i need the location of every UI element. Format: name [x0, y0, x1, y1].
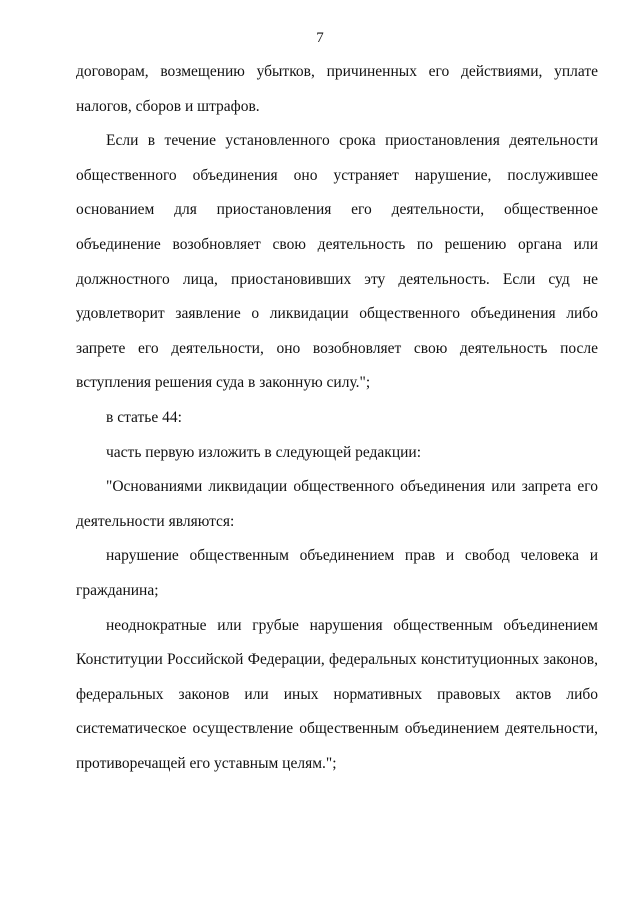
- paragraph-gross-violations: неоднократные или грубые нарушения общественным объединением Конституции Российской Федерации, федеральных конституционных законов, федеральных законов или иных нормативных правовых актов либо систематическое осуществление общественным объединением деятельности, противоречащей его уставным целям.";: [76, 616, 598, 772]
- paragraph-rights-violation: нарушение общественным объединением прав и свобод человека и гражданина;: [76, 547, 598, 599]
- paragraph-part-one: часть первую изложить в следующей редакции:: [106, 443, 422, 461]
- document-body: [76, 55, 598, 781]
- paragraph-suspension-resume: Если в течение установленного срока приостановления деятельности общественного объединения оно устраняет нарушение, послужившее основанием для приостановления его деятельности, общественное объединение возобновляет свою деятельность по решению органа или должностного лица, приостановивших эту деятельность. Если суд не удовлетворит заявление о ликвидации общественного объединения либо запрете его деятельности, оно возобновляет свою деятельность после вступления решения суда в законную силу.";: [76, 132, 598, 392]
- paragraph-grounds: "Основаниями ликвидации общественного объединения или запрета его деятельности являются:: [76, 478, 598, 530]
- page-number: 7: [316, 30, 324, 46]
- paragraph-article-44: в статье 44:: [106, 408, 182, 426]
- paragraph-continuation: договорам, возмещению убытков, причиненных его действиями, уплате налогов, сборов и штрафов.: [76, 63, 598, 115]
